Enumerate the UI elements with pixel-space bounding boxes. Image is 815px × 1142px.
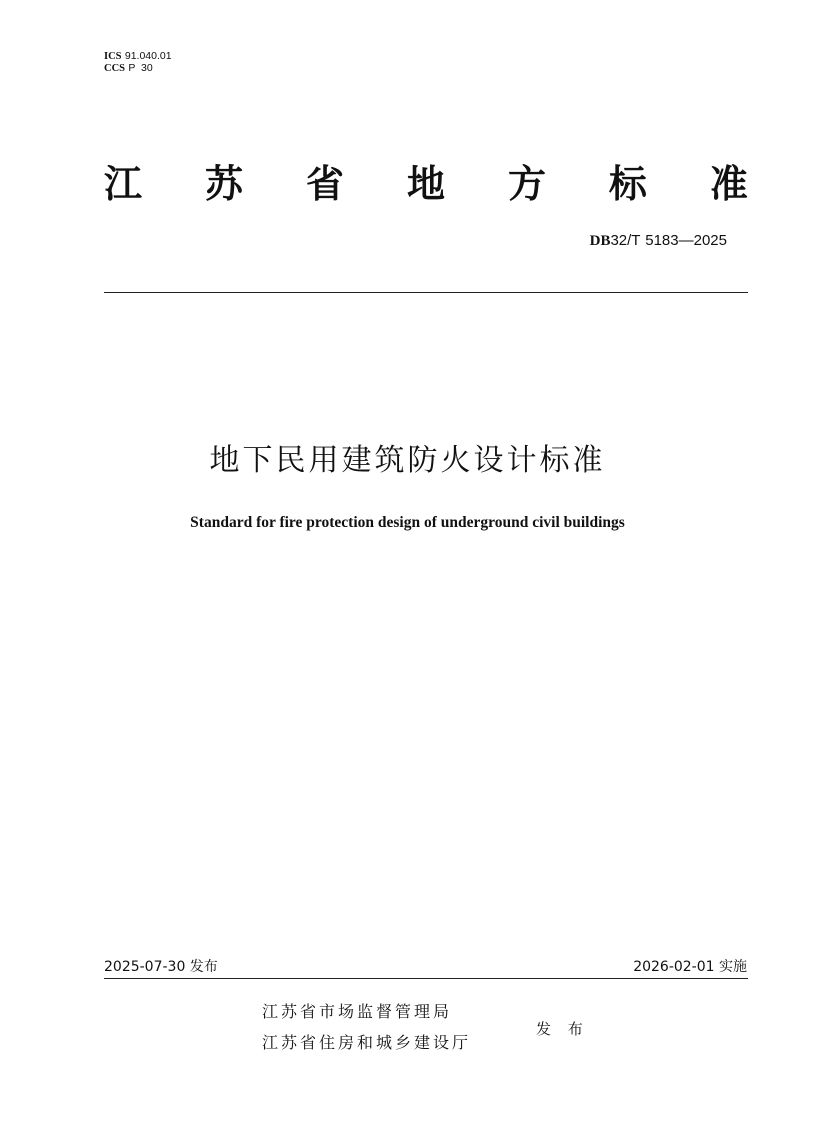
issued-label: 发 布 <box>536 1020 583 1038</box>
title-char: 准 <box>709 162 748 206</box>
standard-number <box>590 231 727 250</box>
ccs-label: CCS <box>104 63 126 74</box>
document-title: 地下民用建筑防火设计标准 <box>209 443 606 478</box>
effective-date: 2026-02-01 实施 <box>633 959 747 975</box>
standard-type-title <box>104 158 748 210</box>
release-date: 2025-07-30 发布 <box>104 959 218 975</box>
standard-number-prefix: DB <box>589 233 611 249</box>
title-char: 方 <box>507 162 546 206</box>
issuer-market-regulation: 江苏省市场监督管理局 <box>262 1002 453 1021</box>
ics-code: 91.040.01 <box>124 50 172 62</box>
ccs-classification <box>104 62 153 75</box>
footer-divider <box>104 978 748 979</box>
title-char: 地 <box>406 162 445 206</box>
title-char: 标 <box>608 162 647 206</box>
ics-label: ICS <box>104 51 122 62</box>
title-char: 苏 <box>204 162 243 206</box>
document-subtitle-english: Standard for fire protection design of underground civil buildings <box>190 514 625 531</box>
standard-number-value: 5183—2025 <box>645 232 727 249</box>
standard-number-code: 32/T <box>610 232 641 249</box>
header-divider <box>104 292 748 293</box>
ccs-code: P 30 <box>128 62 153 74</box>
issuer-housing-construction: 江苏省住房和城乡建设厅 <box>262 1033 472 1052</box>
title-char: 江 <box>104 162 143 206</box>
title-char: 省 <box>305 162 344 206</box>
